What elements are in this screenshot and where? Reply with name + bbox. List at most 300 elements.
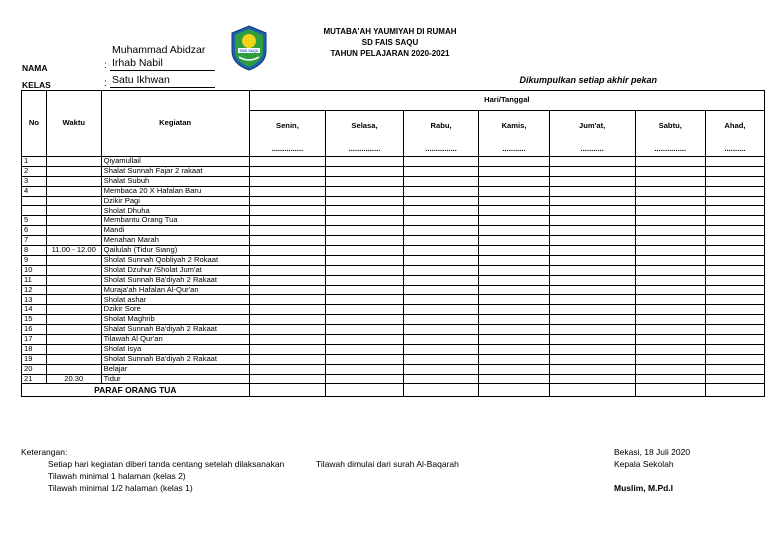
nama-colon: : [104, 59, 107, 71]
check-cell[interactable] [249, 315, 326, 325]
paraf-cell[interactable] [249, 384, 326, 397]
check-cell[interactable] [479, 246, 549, 256]
title-line-1: MUTABA'AH YAUMIYAH DI RUMAH [323, 27, 457, 36]
row-kegiatan: Membaca 20 X Hafalan Baru [101, 186, 249, 196]
kelas-colon: : [104, 77, 107, 89]
check-cell[interactable] [549, 374, 635, 384]
check-cell[interactable] [705, 206, 764, 216]
check-cell[interactable] [326, 226, 404, 236]
row-waktu [46, 275, 101, 285]
check-cell[interactable] [403, 325, 479, 335]
check-cell[interactable] [403, 295, 479, 305]
row-waktu [46, 295, 101, 305]
check-cell[interactable] [635, 305, 705, 315]
check-cell[interactable] [403, 374, 479, 384]
table-row [22, 305, 765, 315]
row-waktu [46, 305, 101, 315]
check-cell[interactable] [249, 374, 326, 384]
row-number: 19 [22, 354, 47, 364]
check-cell[interactable] [403, 226, 479, 236]
check-cell[interactable] [635, 344, 705, 354]
check-cell[interactable] [249, 285, 326, 295]
table-row [22, 344, 765, 354]
check-cell[interactable] [549, 344, 635, 354]
check-cell[interactable] [479, 255, 549, 265]
collection-note: Dikumpulkan setiap akhir pekan [519, 75, 657, 85]
check-cell[interactable] [249, 186, 326, 196]
table-row [22, 295, 765, 305]
note-3: Tilawah minimal 1/2 halaman (kelas 1) [48, 483, 193, 493]
nama-label: NAMA [22, 63, 48, 73]
check-cell[interactable] [479, 166, 549, 176]
place-date: Bekasi, 18 Juli 2020 [614, 447, 691, 457]
check-cell[interactable] [549, 354, 635, 364]
check-cell[interactable] [479, 285, 549, 295]
check-cell[interactable] [479, 216, 549, 226]
row-waktu [46, 265, 101, 275]
day-header: Rabu, [403, 111, 479, 143]
keterangan-label: Keterangan: [21, 447, 68, 457]
row-number: 10 [22, 265, 47, 275]
check-cell[interactable] [549, 166, 635, 176]
row-kegiatan: Qiyamullail [101, 157, 249, 167]
row-kegiatan: Shalat Sunnah Fajar 2 rakaat [101, 166, 249, 176]
row-number: 5 [22, 216, 47, 226]
check-cell[interactable] [635, 186, 705, 196]
check-cell[interactable] [403, 354, 479, 364]
check-cell[interactable] [326, 246, 404, 256]
check-cell[interactable] [635, 265, 705, 275]
check-cell[interactable] [479, 354, 549, 364]
table-row [22, 285, 765, 295]
check-cell[interactable] [635, 236, 705, 246]
paraf-cell[interactable] [326, 384, 404, 397]
kelas-value: Satu Ikhwan [112, 74, 170, 86]
check-cell[interactable] [479, 176, 549, 186]
check-cell[interactable] [249, 295, 326, 305]
check-cell[interactable] [326, 265, 404, 275]
check-cell[interactable] [249, 176, 326, 186]
check-cell[interactable] [403, 364, 479, 374]
row-number: 18 [22, 344, 47, 354]
day-header: Sabtu, [635, 111, 705, 143]
row-kegiatan: Sholat Isya [101, 344, 249, 354]
check-cell[interactable] [479, 344, 549, 354]
row-number: 21 [22, 374, 47, 384]
check-cell[interactable] [479, 196, 549, 206]
check-cell[interactable] [549, 305, 635, 315]
check-cell[interactable] [403, 216, 479, 226]
activity-table [21, 90, 765, 397]
col-kegiatan-header: Kegiatan [101, 91, 249, 157]
check-cell[interactable] [635, 325, 705, 335]
day-header: Ahad, [705, 111, 764, 143]
check-cell[interactable] [549, 335, 635, 345]
row-kegiatan: Tilawah Al Qur'an [101, 335, 249, 345]
check-cell[interactable] [635, 255, 705, 265]
row-waktu: 11.00 - 12.00 [46, 246, 101, 256]
check-cell[interactable] [549, 157, 635, 167]
check-cell[interactable] [249, 364, 326, 374]
row-number: 16 [22, 325, 47, 335]
check-cell[interactable] [635, 295, 705, 305]
position-title: Kepala Sekolah [614, 459, 674, 469]
check-cell[interactable] [326, 157, 404, 167]
check-cell[interactable] [635, 354, 705, 364]
paraf-cell[interactable] [635, 384, 705, 397]
row-number: 12 [22, 285, 47, 295]
check-cell[interactable] [705, 364, 764, 374]
day-header: Kamis, [479, 111, 549, 143]
row-kegiatan: Shalat Subuh [101, 176, 249, 186]
row-waktu [46, 344, 101, 354]
check-cell[interactable] [479, 315, 549, 325]
paraf-row [22, 384, 765, 397]
check-cell[interactable] [479, 295, 549, 305]
row-number: 3 [22, 176, 47, 186]
check-cell[interactable] [403, 315, 479, 325]
row-waktu [46, 226, 101, 236]
table-row [22, 315, 765, 325]
row-number: 14 [22, 305, 47, 315]
check-cell[interactable] [479, 374, 549, 384]
row-number: 7 [22, 236, 47, 246]
check-cell[interactable] [326, 364, 404, 374]
table-row [22, 226, 765, 236]
paraf-label: PARAF ORANG TUA [22, 384, 250, 397]
check-cell[interactable] [479, 186, 549, 196]
check-cell[interactable] [705, 275, 764, 285]
check-cell[interactable] [635, 176, 705, 186]
row-kegiatan: Sholat Dzuhur /Sholat Jum'at [101, 265, 249, 275]
check-cell[interactable] [549, 206, 635, 216]
school-logo-icon [229, 24, 269, 72]
check-cell[interactable] [326, 166, 404, 176]
check-cell[interactable] [249, 206, 326, 216]
row-number: 1 [22, 157, 47, 167]
check-cell[interactable] [479, 157, 549, 167]
table-row [22, 364, 765, 374]
row-number [22, 206, 47, 216]
check-cell[interactable] [705, 157, 764, 167]
check-cell[interactable] [326, 196, 404, 206]
title-line-2: SD FAIS SAQU [361, 38, 419, 47]
note-2: Tilawah minimal 1 halaman (kelas 2) [48, 471, 186, 481]
check-cell[interactable] [326, 206, 404, 216]
date-placeholder[interactable]: ............... [326, 143, 404, 157]
check-cell[interactable] [705, 335, 764, 345]
check-cell[interactable] [326, 236, 404, 246]
check-cell[interactable] [403, 246, 479, 256]
check-cell[interactable] [326, 275, 404, 285]
check-cell[interactable] [549, 265, 635, 275]
row-waktu [46, 354, 101, 364]
check-cell[interactable] [326, 325, 404, 335]
row-waktu [46, 196, 101, 206]
check-cell[interactable] [403, 344, 479, 354]
check-cell[interactable] [326, 216, 404, 226]
row-kegiatan: Sholat Sunnah Ba'diyah 2 Rakaat [101, 275, 249, 285]
check-cell[interactable] [249, 354, 326, 364]
check-cell[interactable] [326, 295, 404, 305]
signer-name: Muslim, M.Pd.I [614, 483, 674, 493]
check-cell[interactable] [249, 246, 326, 256]
table-row [22, 186, 765, 196]
row-kegiatan: Sholat Maghrib [101, 315, 249, 325]
check-cell[interactable] [479, 236, 549, 246]
row-number: 4 [22, 186, 47, 196]
row-waktu [46, 315, 101, 325]
paraf-cell[interactable] [549, 384, 635, 397]
check-cell[interactable] [403, 305, 479, 315]
row-kegiatan: Sholat Sunnah Ba'diyah 2 Rakaat [101, 354, 249, 364]
paraf-cell[interactable] [403, 384, 479, 397]
check-cell[interactable] [403, 157, 479, 167]
row-waktu [46, 236, 101, 246]
check-cell[interactable] [549, 186, 635, 196]
row-waktu [46, 325, 101, 335]
date-placeholder[interactable]: ............... [635, 143, 705, 157]
date-placeholder[interactable]: ............... [249, 143, 326, 157]
table-row [22, 325, 765, 335]
paraf-cell[interactable] [705, 384, 764, 397]
check-cell[interactable] [326, 186, 404, 196]
check-cell[interactable] [705, 236, 764, 246]
check-cell[interactable] [705, 246, 764, 256]
check-cell[interactable] [479, 206, 549, 216]
check-cell[interactable] [635, 364, 705, 374]
row-waktu [46, 335, 101, 345]
row-kegiatan: Sholat ashar [101, 295, 249, 305]
row-number: 9 [22, 255, 47, 265]
check-cell[interactable] [249, 275, 326, 285]
row-number: 8 [22, 246, 47, 256]
row-kegiatan: Menahan Marah [101, 236, 249, 246]
table-row [22, 246, 765, 256]
row-number: 15 [22, 315, 47, 325]
check-cell[interactable] [326, 305, 404, 315]
row-waktu [46, 176, 101, 186]
check-cell[interactable] [705, 176, 764, 186]
check-cell[interactable] [549, 295, 635, 305]
row-kegiatan: Shalat Sunnah Ba'diyah 2 Rakaat [101, 325, 249, 335]
row-kegiatan: Membantu Orang Tua [101, 216, 249, 226]
check-cell[interactable] [479, 364, 549, 374]
check-cell[interactable] [705, 305, 764, 315]
table-row [22, 216, 765, 226]
kelas-underline [110, 87, 215, 88]
row-waktu [46, 216, 101, 226]
check-cell[interactable] [705, 295, 764, 305]
check-cell[interactable] [705, 216, 764, 226]
check-cell[interactable] [549, 255, 635, 265]
check-cell[interactable] [249, 265, 326, 275]
check-cell[interactable] [326, 354, 404, 364]
row-waktu [46, 255, 101, 265]
row-kegiatan: Dzikir Sore [101, 305, 249, 315]
row-waktu [46, 364, 101, 374]
row-number: 17 [22, 335, 47, 345]
check-cell[interactable] [635, 216, 705, 226]
check-cell[interactable] [479, 335, 549, 345]
row-kegiatan: Mandi [101, 226, 249, 236]
check-cell[interactable] [249, 166, 326, 176]
check-cell[interactable] [249, 196, 326, 206]
check-cell[interactable] [326, 285, 404, 295]
check-cell[interactable] [403, 255, 479, 265]
date-placeholder[interactable]: ........... [549, 143, 635, 157]
kelas-label: KELAS [22, 80, 51, 90]
row-kegiatan: Qailulah (Tidur Siang) [101, 246, 249, 256]
check-cell[interactable] [249, 325, 326, 335]
check-cell[interactable] [635, 315, 705, 325]
check-cell[interactable] [635, 275, 705, 285]
date-placeholder[interactable]: ............... [403, 143, 479, 157]
check-cell[interactable] [403, 285, 479, 295]
check-cell[interactable] [549, 196, 635, 206]
check-cell[interactable] [705, 196, 764, 206]
row-number: 2 [22, 166, 47, 176]
check-cell[interactable] [549, 325, 635, 335]
table-row [22, 354, 765, 364]
check-cell[interactable] [249, 216, 326, 226]
col-no-header: No [22, 91, 47, 157]
check-cell[interactable] [479, 305, 549, 315]
check-cell[interactable] [635, 196, 705, 206]
check-cell[interactable] [549, 275, 635, 285]
row-kegiatan: Sholat Sunnah Qobliyah 2 Rokaat [101, 255, 249, 265]
row-waktu [46, 186, 101, 196]
paraf-cell[interactable] [479, 384, 549, 397]
day-header: Senin, [249, 111, 326, 143]
table-row [22, 374, 765, 384]
check-cell[interactable] [635, 166, 705, 176]
check-cell[interactable] [705, 325, 764, 335]
check-cell[interactable] [249, 335, 326, 345]
check-cell[interactable] [326, 374, 404, 384]
check-cell[interactable] [549, 315, 635, 325]
check-cell[interactable] [403, 265, 479, 275]
check-cell[interactable] [705, 186, 764, 196]
check-cell[interactable] [635, 246, 705, 256]
check-cell[interactable] [635, 374, 705, 384]
check-cell[interactable] [549, 285, 635, 295]
nama-value-line-2: Irhab Nabil [112, 57, 163, 69]
row-waktu: 20.30 [46, 374, 101, 384]
check-cell[interactable] [403, 335, 479, 345]
hari-tanggal-header: Hari/Tanggal [249, 91, 764, 111]
row-waktu [46, 206, 101, 216]
check-cell[interactable] [479, 265, 549, 275]
check-cell[interactable] [549, 216, 635, 226]
check-cell[interactable] [635, 157, 705, 167]
table-row [22, 157, 765, 167]
check-cell[interactable] [549, 176, 635, 186]
check-cell[interactable] [705, 354, 764, 364]
day-header: Selasa, [326, 111, 404, 143]
title-line-3: TAHUN PELAJARAN 2020-2021 [330, 49, 450, 58]
row-kegiatan: Muraja'ah Hafalan Al-Qur'an [101, 285, 249, 295]
table-row [22, 176, 765, 186]
row-kegiatan: Sholat Dhuha [101, 206, 249, 216]
check-cell[interactable] [403, 176, 479, 186]
check-cell[interactable] [403, 236, 479, 246]
check-cell[interactable] [326, 344, 404, 354]
note-1b: Tilawah dimulai dari surah Al-Baqarah [316, 459, 459, 469]
check-cell[interactable] [705, 315, 764, 325]
nama-value-line-1: Muhammad Abidzar [112, 44, 206, 56]
check-cell[interactable] [249, 226, 326, 236]
nama-underline [110, 70, 215, 71]
table-row [22, 265, 765, 275]
logo-text: FAIS SAQU [239, 49, 259, 53]
check-cell[interactable] [549, 364, 635, 374]
check-cell[interactable] [635, 206, 705, 216]
table-row [22, 255, 765, 265]
day-header: Jum'at, [549, 111, 635, 143]
col-waktu-header: Waktu [46, 91, 101, 157]
check-cell[interactable] [705, 374, 764, 384]
table-row [22, 206, 765, 216]
check-cell[interactable] [326, 335, 404, 345]
check-cell[interactable] [549, 246, 635, 256]
check-cell[interactable] [705, 265, 764, 275]
check-cell[interactable] [635, 285, 705, 295]
check-cell[interactable] [705, 255, 764, 265]
row-number: 13 [22, 295, 47, 305]
row-kegiatan: Tidur [101, 374, 249, 384]
date-placeholder[interactable]: .......... [705, 143, 764, 157]
date-placeholder[interactable]: ........... [479, 143, 549, 157]
check-cell[interactable] [249, 157, 326, 167]
check-cell[interactable] [249, 305, 326, 315]
check-cell[interactable] [635, 226, 705, 236]
check-cell[interactable] [705, 285, 764, 295]
check-cell[interactable] [479, 325, 549, 335]
check-cell[interactable] [403, 166, 479, 176]
check-cell[interactable] [479, 275, 549, 285]
table-row [22, 166, 765, 176]
row-waktu [46, 285, 101, 295]
row-kegiatan: Dzikir Pagi [101, 196, 249, 206]
table-row [22, 335, 765, 345]
check-cell[interactable] [326, 315, 404, 325]
check-cell[interactable] [635, 335, 705, 345]
check-cell[interactable] [249, 255, 326, 265]
check-cell[interactable] [326, 255, 404, 265]
table-row [22, 196, 765, 206]
row-number: 11 [22, 275, 47, 285]
check-cell[interactable] [403, 275, 479, 285]
check-cell[interactable] [403, 196, 479, 206]
row-number [22, 196, 47, 206]
check-cell[interactable] [403, 206, 479, 216]
check-cell[interactable] [479, 226, 549, 236]
check-cell[interactable] [549, 236, 635, 246]
check-cell[interactable] [403, 186, 479, 196]
check-cell[interactable] [249, 236, 326, 246]
note-1: Setiap hari kegiatan diberi tanda centang setelah dilaksanakan [48, 459, 285, 469]
check-cell[interactable] [549, 226, 635, 236]
table-row [22, 275, 765, 285]
check-cell[interactable] [326, 176, 404, 186]
check-cell[interactable] [249, 344, 326, 354]
check-cell[interactable] [705, 226, 764, 236]
row-waktu [46, 166, 101, 176]
check-cell[interactable] [705, 166, 764, 176]
row-number: 20 [22, 364, 47, 374]
check-cell[interactable] [705, 344, 764, 354]
